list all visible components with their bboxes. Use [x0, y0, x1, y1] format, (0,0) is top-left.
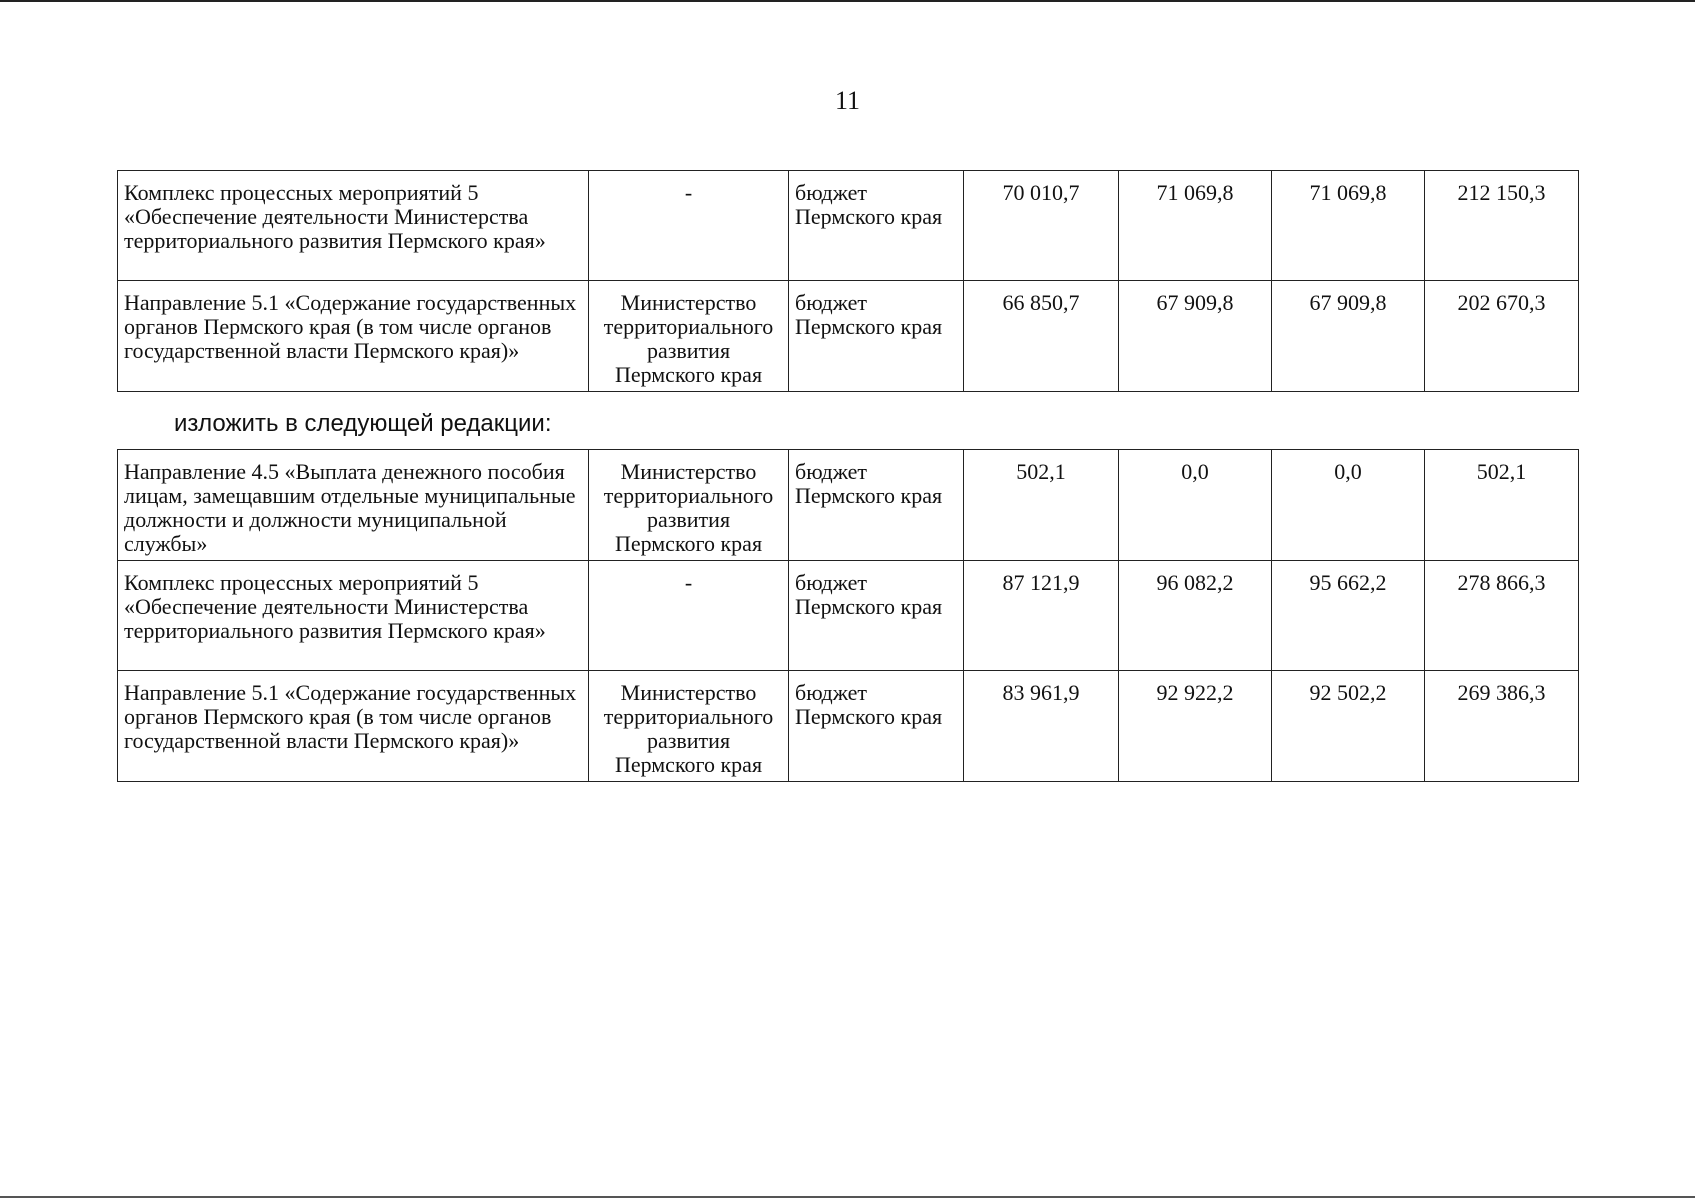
table-row [118, 450, 1579, 561]
amount-total-cell: 212 150,3 [1425, 171, 1579, 281]
amount-year2-cell: 67 909,8 [1119, 281, 1272, 392]
scan-edge-bottom [0, 1196, 1695, 1198]
amount-year3-cell: 71 069,8 [1272, 171, 1425, 281]
responsible-cell: Министерство территориального развития Пермского края [589, 450, 789, 561]
amount-total-cell: 202 670,3 [1425, 281, 1579, 392]
amount-total-cell: 269 386,3 [1425, 671, 1579, 782]
amount-year2-cell: 71 069,8 [1119, 171, 1272, 281]
funding-source-cell: бюджет Пермского края [789, 171, 964, 281]
activity-name-cell: Комплекс процессных мероприятий 5 «Обеспечение деятельности Министерства территориального развития Пермского края» [118, 561, 589, 671]
amount-year1-cell: 502,1 [964, 450, 1119, 561]
amount-year2-cell: 0,0 [1119, 450, 1272, 561]
amount-total-cell: 278 866,3 [1425, 561, 1579, 671]
amount-year1-cell: 83 961,9 [964, 671, 1119, 782]
funding-source-cell: бюджет Пермского края [789, 561, 964, 671]
table-row [118, 281, 1579, 392]
funding-source-cell: бюджет Пермского края [789, 671, 964, 782]
amount-year1-cell: 66 850,7 [964, 281, 1119, 392]
amendment-phrase: изложить в следующей редакции: [174, 410, 552, 437]
responsible-cell: - [589, 561, 789, 671]
activity-name-cell: Направление 5.1 «Содержание государственных органов Пермского края (в том числе органов государственной власти Пермского края)» [118, 671, 589, 782]
table-current-text [117, 170, 1579, 392]
responsible-cell: Министерство территориального развития Пермского края [589, 281, 789, 392]
responsible-cell: - [589, 171, 789, 281]
table-row [118, 171, 1579, 281]
amount-year1-cell: 87 121,9 [964, 561, 1119, 671]
funding-source-cell: бюджет Пермского края [789, 281, 964, 392]
amount-year3-cell: 0,0 [1272, 450, 1425, 561]
activity-name-cell: Комплекс процессных мероприятий 5 «Обеспечение деятельности Министерства территориального развития Пермского края» [118, 171, 589, 281]
table-row [118, 561, 1579, 671]
amount-year2-cell: 96 082,2 [1119, 561, 1272, 671]
activity-name-cell: Направление 4.5 «Выплата денежного пособия лицам, замещавшим отдельные муниципальные должности и должности муниципальной службы» [118, 450, 589, 561]
responsible-cell: Министерство территориального развития Пермского края [589, 671, 789, 782]
table-row [118, 671, 1579, 782]
amount-year3-cell: 95 662,2 [1272, 561, 1425, 671]
activity-name-cell: Направление 5.1 «Содержание государственных органов Пермского края (в том числе органов государственной власти Пермского края)» [118, 281, 589, 392]
amount-total-cell: 502,1 [1425, 450, 1579, 561]
amount-year1-cell: 70 010,7 [964, 171, 1119, 281]
table-new-text [117, 449, 1579, 782]
funding-source-cell: бюджет Пермского края [789, 450, 964, 561]
page-number: 11 [834, 86, 861, 115]
scan-edge-top [0, 0, 1695, 2]
amount-year3-cell: 92 502,2 [1272, 671, 1425, 782]
amount-year2-cell: 92 922,2 [1119, 671, 1272, 782]
amount-year3-cell: 67 909,8 [1272, 281, 1425, 392]
